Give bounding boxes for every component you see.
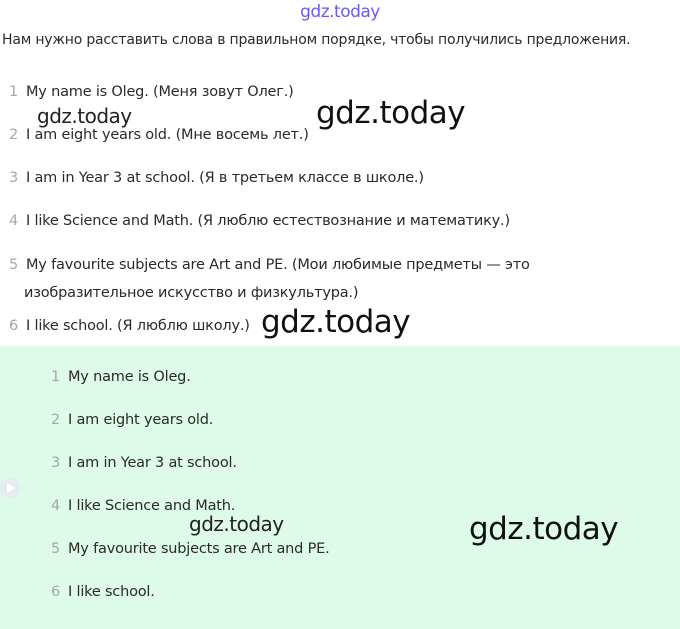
item-number: 1 (8, 84, 18, 100)
item-number: 2 (8, 127, 18, 143)
answer-item-3 (42, 455, 237, 471)
item-number: 6 (50, 584, 60, 600)
item-text: I am in Year 3 at school. (68, 455, 237, 471)
item-text: I am in Year 3 at school. (Я в третьем классе в школе.) (26, 170, 424, 186)
item-text: My name is Oleg. (Меня зовут Олег.) (26, 84, 294, 100)
answer-item-5 (42, 541, 330, 557)
item-number: 6 (8, 318, 18, 334)
watermark: gdz.today (469, 511, 619, 547)
item-number: 4 (50, 498, 60, 514)
question-item-6 (0, 318, 250, 334)
item-number: 3 (8, 170, 18, 186)
item-text: I like school. (Я люблю школу.) (26, 318, 250, 334)
item-number: 5 (50, 541, 60, 557)
question-item-3 (0, 170, 424, 186)
item-text: I like Science and Math. (68, 498, 236, 514)
item-text: My favourite subjects are Art and PE. (68, 541, 330, 557)
question-item-4 (0, 213, 510, 229)
play-icon[interactable] (0, 478, 20, 498)
instruction-text: Нам нужно расставить слова в правильном порядке, чтобы получились предложения. (2, 32, 631, 48)
watermark: gdz.today (316, 95, 466, 131)
item-number: 5 (8, 257, 18, 273)
item-text: I like school. (68, 584, 155, 600)
watermark-top: gdz.today (300, 2, 380, 22)
question-item-2 (0, 127, 309, 143)
item-text: I am eight years old. (68, 412, 214, 428)
answer-item-2 (42, 412, 213, 428)
watermark: gdz.today (37, 104, 132, 128)
watermark: gdz.today (261, 304, 411, 340)
question-item-5 (0, 257, 530, 273)
question-item-5-continuation: изобразительное искусство и физкультура.) (24, 285, 359, 301)
answer-item-6 (42, 584, 155, 600)
answer-panel (0, 346, 680, 629)
item-text: My favourite subjects are Art and PE. (Мои любимые предметы — это (26, 257, 530, 273)
item-text: I like Science and Math. (Я люблю естествознание и математику.) (26, 213, 510, 229)
watermark: gdz.today (189, 512, 284, 536)
item-number: 1 (50, 369, 60, 385)
item-text: I am eight years old. (Мне восемь лет.) (26, 127, 309, 143)
item-number: 3 (50, 455, 60, 471)
item-number: 4 (8, 213, 18, 229)
answer-item-1 (42, 369, 191, 385)
item-number: 2 (50, 412, 60, 428)
item-text: My name is Oleg. (68, 369, 191, 385)
question-item-1 (0, 84, 294, 100)
